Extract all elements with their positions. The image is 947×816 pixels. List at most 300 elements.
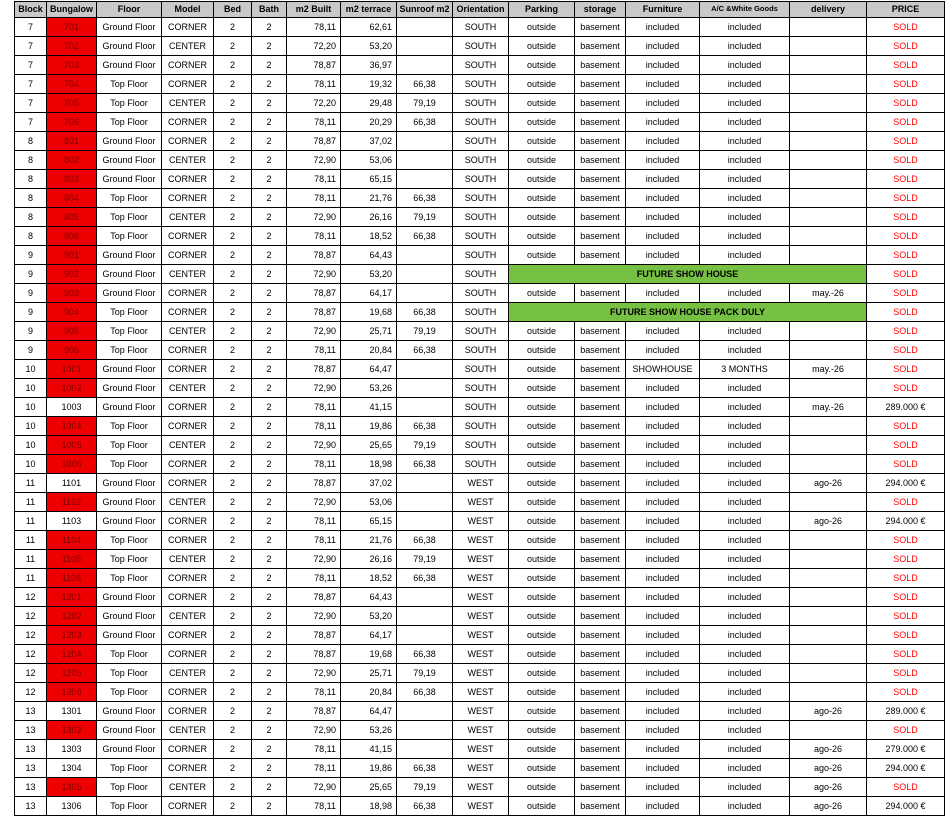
model-cell: CORNER [162, 416, 214, 435]
delivery-cell [790, 169, 867, 188]
block-cell: 7 [15, 36, 47, 55]
furniture-cell: included [626, 93, 700, 112]
orientation-cell: WEST [453, 739, 509, 758]
bed-cell: 2 [214, 207, 252, 226]
block-cell: 8 [15, 150, 47, 169]
ac-cell: included [700, 701, 790, 720]
furniture-cell: included [626, 758, 700, 777]
m2-terrace-cell: 19,68 [341, 302, 397, 321]
m2-built-cell: 78,11 [287, 739, 341, 758]
sunroof-cell [397, 511, 453, 530]
block-cell: 9 [15, 302, 47, 321]
model-cell: CORNER [162, 131, 214, 150]
table-row [15, 378, 945, 397]
table-row [15, 625, 945, 644]
delivery-cell: ago-26 [790, 473, 867, 492]
m2-terrace-cell: 18,52 [341, 226, 397, 245]
block-cell: 8 [15, 169, 47, 188]
model-cell: CORNER [162, 758, 214, 777]
delivery-cell: may.-26 [790, 359, 867, 378]
floor-cell: Top Floor [97, 93, 162, 112]
bungalow-cell: 702 [47, 36, 97, 55]
orientation-cell: SOUTH [453, 207, 509, 226]
delivery-cell [790, 549, 867, 568]
m2-built-cell: 78,87 [287, 245, 341, 264]
parking-cell: outside [509, 625, 575, 644]
header-m2-built: m2 Built [287, 2, 341, 18]
floor-cell: Ground Floor [97, 587, 162, 606]
parking-cell: outside [509, 606, 575, 625]
m2-terrace-cell: 20,29 [341, 112, 397, 131]
floor-cell: Ground Floor [97, 359, 162, 378]
m2-terrace-cell: 29,48 [341, 93, 397, 112]
m2-terrace-cell: 53,06 [341, 492, 397, 511]
delivery-cell: ago-26 [790, 511, 867, 530]
furniture-cell: included [626, 150, 700, 169]
parking-cell: outside [509, 549, 575, 568]
m2-terrace-cell: 41,15 [341, 739, 397, 758]
parking-cell: outside [509, 17, 575, 36]
delivery-cell: ago-26 [790, 777, 867, 796]
storage-cell: basement [575, 625, 626, 644]
block-cell: 7 [15, 74, 47, 93]
bed-cell: 2 [214, 283, 252, 302]
block-cell: 12 [15, 587, 47, 606]
bungalow-cell: 1102 [47, 492, 97, 511]
price-cell: SOLD [867, 777, 945, 796]
delivery-cell [790, 416, 867, 435]
furniture-cell: included [626, 568, 700, 587]
bed-cell: 2 [214, 758, 252, 777]
block-cell: 13 [15, 796, 47, 815]
furniture-cell: included [626, 663, 700, 682]
orientation-cell: WEST [453, 625, 509, 644]
bungalow-cell: 901 [47, 245, 97, 264]
ac-cell: included [700, 549, 790, 568]
block-cell: 11 [15, 473, 47, 492]
parking-cell: outside [509, 378, 575, 397]
price-cell: 294.000 € [867, 511, 945, 530]
ac-cell: included [700, 663, 790, 682]
floor-cell: Top Floor [97, 226, 162, 245]
bed-cell: 2 [214, 473, 252, 492]
bungalow-cell: 802 [47, 150, 97, 169]
table-row [15, 112, 945, 131]
storage-cell: basement [575, 17, 626, 36]
block-cell: 10 [15, 378, 47, 397]
orientation-cell: WEST [453, 511, 509, 530]
parking-cell: outside [509, 568, 575, 587]
bungalow-cell: 1302 [47, 720, 97, 739]
furniture-cell: included [626, 777, 700, 796]
header-sunroof: Sunroof m2 [397, 2, 453, 18]
sunroof-cell: 66,38 [397, 682, 453, 701]
price-cell: SOLD [867, 568, 945, 587]
m2-terrace-cell: 65,15 [341, 511, 397, 530]
ac-cell: included [700, 758, 790, 777]
table-row [15, 321, 945, 340]
storage-cell: basement [575, 587, 626, 606]
floor-cell: Ground Floor [97, 492, 162, 511]
table-row [15, 663, 945, 682]
storage-cell: basement [575, 720, 626, 739]
orientation-cell: WEST [453, 701, 509, 720]
block-cell: 10 [15, 397, 47, 416]
storage-cell: basement [575, 739, 626, 758]
storage-cell: basement [575, 416, 626, 435]
sunroof-cell [397, 264, 453, 283]
m2-built-cell: 78,87 [287, 473, 341, 492]
bungalow-cell: 905 [47, 321, 97, 340]
model-cell: CENTER [162, 321, 214, 340]
ac-cell: included [700, 340, 790, 359]
furniture-cell: included [626, 796, 700, 815]
block-cell: 12 [15, 644, 47, 663]
bungalow-cell: 1305 [47, 777, 97, 796]
delivery-cell [790, 492, 867, 511]
furniture-cell: included [626, 283, 700, 302]
bed-cell: 2 [214, 150, 252, 169]
bungalow-cell: 906 [47, 340, 97, 359]
ac-cell: included [700, 739, 790, 758]
model-cell: CENTER [162, 606, 214, 625]
parking-cell: outside [509, 321, 575, 340]
block-cell: 9 [15, 321, 47, 340]
floor-cell: Ground Floor [97, 378, 162, 397]
parking-cell: outside [509, 530, 575, 549]
orientation-cell: WEST [453, 568, 509, 587]
orientation-cell: SOUTH [453, 112, 509, 131]
price-cell: SOLD [867, 131, 945, 150]
bungalow-cell: 806 [47, 226, 97, 245]
ac-cell: included [700, 777, 790, 796]
floor-cell: Top Floor [97, 758, 162, 777]
bungalow-cell: 805 [47, 207, 97, 226]
floor-cell: Top Floor [97, 644, 162, 663]
bath-cell: 2 [252, 245, 287, 264]
ac-cell: included [700, 378, 790, 397]
m2-built-cell: 72,90 [287, 606, 341, 625]
furniture-cell: included [626, 416, 700, 435]
bath-cell: 2 [252, 188, 287, 207]
model-cell: CENTER [162, 720, 214, 739]
orientation-cell: SOUTH [453, 169, 509, 188]
delivery-cell [790, 568, 867, 587]
parking-cell: outside [509, 131, 575, 150]
sunroof-cell: 66,38 [397, 416, 453, 435]
table-row [15, 511, 945, 530]
bed-cell: 2 [214, 112, 252, 131]
floor-cell: Top Floor [97, 321, 162, 340]
model-cell: CORNER [162, 283, 214, 302]
bungalow-cell: 1204 [47, 644, 97, 663]
model-cell: CORNER [162, 55, 214, 74]
bed-cell: 2 [214, 74, 252, 93]
m2-built-cell: 78,87 [287, 625, 341, 644]
price-cell: SOLD [867, 435, 945, 454]
furniture-cell: included [626, 682, 700, 701]
bungalow-cell: 1004 [47, 416, 97, 435]
storage-cell: basement [575, 359, 626, 378]
price-cell: SOLD [867, 682, 945, 701]
m2-built-cell: 72,90 [287, 150, 341, 169]
bed-cell: 2 [214, 644, 252, 663]
header-row [15, 2, 945, 18]
table-row [15, 644, 945, 663]
floor-cell: Ground Floor [97, 701, 162, 720]
storage-cell: basement [575, 321, 626, 340]
storage-cell: basement [575, 378, 626, 397]
bungalow-cell: 803 [47, 169, 97, 188]
parking-cell: outside [509, 207, 575, 226]
availability-table [14, 1, 945, 816]
m2-built-cell: 72,90 [287, 207, 341, 226]
m2-built-cell: 78,87 [287, 131, 341, 150]
price-cell: 279.000 € [867, 739, 945, 758]
sunroof-cell [397, 359, 453, 378]
bath-cell: 2 [252, 720, 287, 739]
m2-terrace-cell: 25,65 [341, 777, 397, 796]
block-cell: 13 [15, 758, 47, 777]
bath-cell: 2 [252, 682, 287, 701]
bath-cell: 2 [252, 321, 287, 340]
m2-built-cell: 78,11 [287, 397, 341, 416]
bungalow-cell: 902 [47, 264, 97, 283]
block-cell: 13 [15, 777, 47, 796]
storage-cell: basement [575, 663, 626, 682]
delivery-cell [790, 245, 867, 264]
model-cell: CORNER [162, 796, 214, 815]
header-block: Block [15, 2, 47, 18]
orientation-cell: SOUTH [453, 283, 509, 302]
table-row [15, 416, 945, 435]
ac-cell: included [700, 226, 790, 245]
table-row [15, 359, 945, 378]
bath-cell: 2 [252, 17, 287, 36]
model-cell: CORNER [162, 74, 214, 93]
delivery-cell [790, 378, 867, 397]
bath-cell: 2 [252, 701, 287, 720]
sunroof-cell [397, 245, 453, 264]
bath-cell: 2 [252, 454, 287, 473]
ac-cell: included [700, 169, 790, 188]
price-cell: SOLD [867, 454, 945, 473]
furniture-cell: included [626, 321, 700, 340]
m2-built-cell: 78,11 [287, 74, 341, 93]
table-row [15, 188, 945, 207]
orientation-cell: SOUTH [453, 397, 509, 416]
ac-cell: included [700, 93, 790, 112]
storage-cell: basement [575, 606, 626, 625]
storage-cell: basement [575, 701, 626, 720]
delivery-cell [790, 226, 867, 245]
m2-built-cell: 78,11 [287, 226, 341, 245]
price-cell: SOLD [867, 606, 945, 625]
sunroof-cell: 79,19 [397, 435, 453, 454]
furniture-cell: included [626, 74, 700, 93]
m2-built-cell: 78,11 [287, 340, 341, 359]
orientation-cell: SOUTH [453, 74, 509, 93]
header-parking: Parking [509, 2, 575, 18]
header-bath: Bath [252, 2, 287, 18]
table-row [15, 36, 945, 55]
sunroof-cell [397, 606, 453, 625]
block-cell: 13 [15, 701, 47, 720]
price-cell: 294.000 € [867, 796, 945, 815]
m2-terrace-cell: 26,16 [341, 207, 397, 226]
ac-cell: included [700, 530, 790, 549]
ac-cell: included [700, 606, 790, 625]
bath-cell: 2 [252, 587, 287, 606]
storage-cell: basement [575, 568, 626, 587]
price-cell: SOLD [867, 530, 945, 549]
orientation-cell: WEST [453, 777, 509, 796]
floor-cell: Top Floor [97, 435, 162, 454]
bed-cell: 2 [214, 302, 252, 321]
bed-cell: 2 [214, 378, 252, 397]
sunroof-cell: 79,19 [397, 549, 453, 568]
parking-cell: outside [509, 435, 575, 454]
bungalow-cell: 1301 [47, 701, 97, 720]
table-row [15, 150, 945, 169]
bungalow-cell: 1001 [47, 359, 97, 378]
furniture-cell: included [626, 473, 700, 492]
table-row [15, 568, 945, 587]
bungalow-cell: 1205 [47, 663, 97, 682]
sunroof-cell: 79,19 [397, 93, 453, 112]
furniture-cell: included [626, 55, 700, 74]
floor-cell: Ground Floor [97, 625, 162, 644]
block-cell: 11 [15, 511, 47, 530]
sunroof-cell [397, 720, 453, 739]
m2-terrace-cell: 64,47 [341, 359, 397, 378]
table-row [15, 55, 945, 74]
orientation-cell: WEST [453, 492, 509, 511]
storage-cell: basement [575, 511, 626, 530]
orientation-cell: WEST [453, 644, 509, 663]
bungalow-cell: 904 [47, 302, 97, 321]
model-cell: CORNER [162, 245, 214, 264]
parking-cell: outside [509, 663, 575, 682]
m2-built-cell: 78,87 [287, 359, 341, 378]
bath-cell: 2 [252, 378, 287, 397]
furniture-cell: included [626, 606, 700, 625]
header-storage: storage [575, 2, 626, 18]
sunroof-cell: 66,38 [397, 758, 453, 777]
orientation-cell: SOUTH [453, 188, 509, 207]
floor-cell: Ground Floor [97, 283, 162, 302]
floor-cell: Top Floor [97, 416, 162, 435]
bed-cell: 2 [214, 720, 252, 739]
ac-cell: included [700, 188, 790, 207]
furniture-cell: included [626, 340, 700, 359]
m2-built-cell: 78,11 [287, 416, 341, 435]
orientation-cell: SOUTH [453, 55, 509, 74]
bed-cell: 2 [214, 625, 252, 644]
parking-cell: outside [509, 644, 575, 663]
ac-cell: included [700, 720, 790, 739]
floor-cell: Top Floor [97, 188, 162, 207]
price-cell: SOLD [867, 359, 945, 378]
orientation-cell: WEST [453, 758, 509, 777]
orientation-cell: WEST [453, 473, 509, 492]
parking-cell: outside [509, 739, 575, 758]
parking-cell: outside [509, 796, 575, 815]
orientation-cell: WEST [453, 606, 509, 625]
furniture-cell: included [626, 625, 700, 644]
ac-cell: included [700, 454, 790, 473]
m2-built-cell: 78,87 [287, 302, 341, 321]
floor-cell: Ground Floor [97, 473, 162, 492]
m2-terrace-cell: 62,61 [341, 17, 397, 36]
m2-built-cell: 78,11 [287, 682, 341, 701]
floor-cell: Ground Floor [97, 55, 162, 74]
table-body [15, 17, 945, 815]
m2-terrace-cell: 53,26 [341, 378, 397, 397]
price-cell: SOLD [867, 283, 945, 302]
price-cell: SOLD [867, 188, 945, 207]
floor-cell: Ground Floor [97, 36, 162, 55]
bed-cell: 2 [214, 188, 252, 207]
sunroof-cell [397, 150, 453, 169]
bed-cell: 2 [214, 340, 252, 359]
sunroof-cell [397, 473, 453, 492]
furniture-cell: included [626, 435, 700, 454]
bath-cell: 2 [252, 112, 287, 131]
furniture-cell: included [626, 644, 700, 663]
m2-terrace-cell: 53,20 [341, 36, 397, 55]
bungalow-cell: 1101 [47, 473, 97, 492]
floor-cell: Ground Floor [97, 245, 162, 264]
m2-terrace-cell: 64,17 [341, 283, 397, 302]
model-cell: CENTER [162, 150, 214, 169]
m2-built-cell: 78,11 [287, 17, 341, 36]
floor-cell: Ground Floor [97, 397, 162, 416]
m2-terrace-cell: 19,86 [341, 416, 397, 435]
model-cell: CENTER [162, 549, 214, 568]
m2-built-cell: 72,90 [287, 720, 341, 739]
delivery-cell [790, 530, 867, 549]
m2-terrace-cell: 64,43 [341, 587, 397, 606]
bungalow-cell: 1303 [47, 739, 97, 758]
bungalow-cell: 1206 [47, 682, 97, 701]
bath-cell: 2 [252, 568, 287, 587]
sunroof-cell [397, 587, 453, 606]
bed-cell: 2 [214, 226, 252, 245]
price-cell: 294.000 € [867, 473, 945, 492]
bath-cell: 2 [252, 150, 287, 169]
m2-built-cell: 78,11 [287, 511, 341, 530]
bed-cell: 2 [214, 131, 252, 150]
sunroof-cell: 66,38 [397, 530, 453, 549]
block-cell: 12 [15, 663, 47, 682]
block-cell: 10 [15, 416, 47, 435]
delivery-cell [790, 17, 867, 36]
block-cell: 12 [15, 682, 47, 701]
model-cell: CORNER [162, 587, 214, 606]
m2-terrace-cell: 64,47 [341, 701, 397, 720]
ac-cell: included [700, 682, 790, 701]
bungalow-cell: 1203 [47, 625, 97, 644]
bungalow-cell: 706 [47, 112, 97, 131]
m2-terrace-cell: 19,86 [341, 758, 397, 777]
bungalow-cell: 1003 [47, 397, 97, 416]
bungalow-cell: 1304 [47, 758, 97, 777]
model-cell: CORNER [162, 739, 214, 758]
price-cell: SOLD [867, 264, 945, 283]
bed-cell: 2 [214, 606, 252, 625]
table-row [15, 720, 945, 739]
